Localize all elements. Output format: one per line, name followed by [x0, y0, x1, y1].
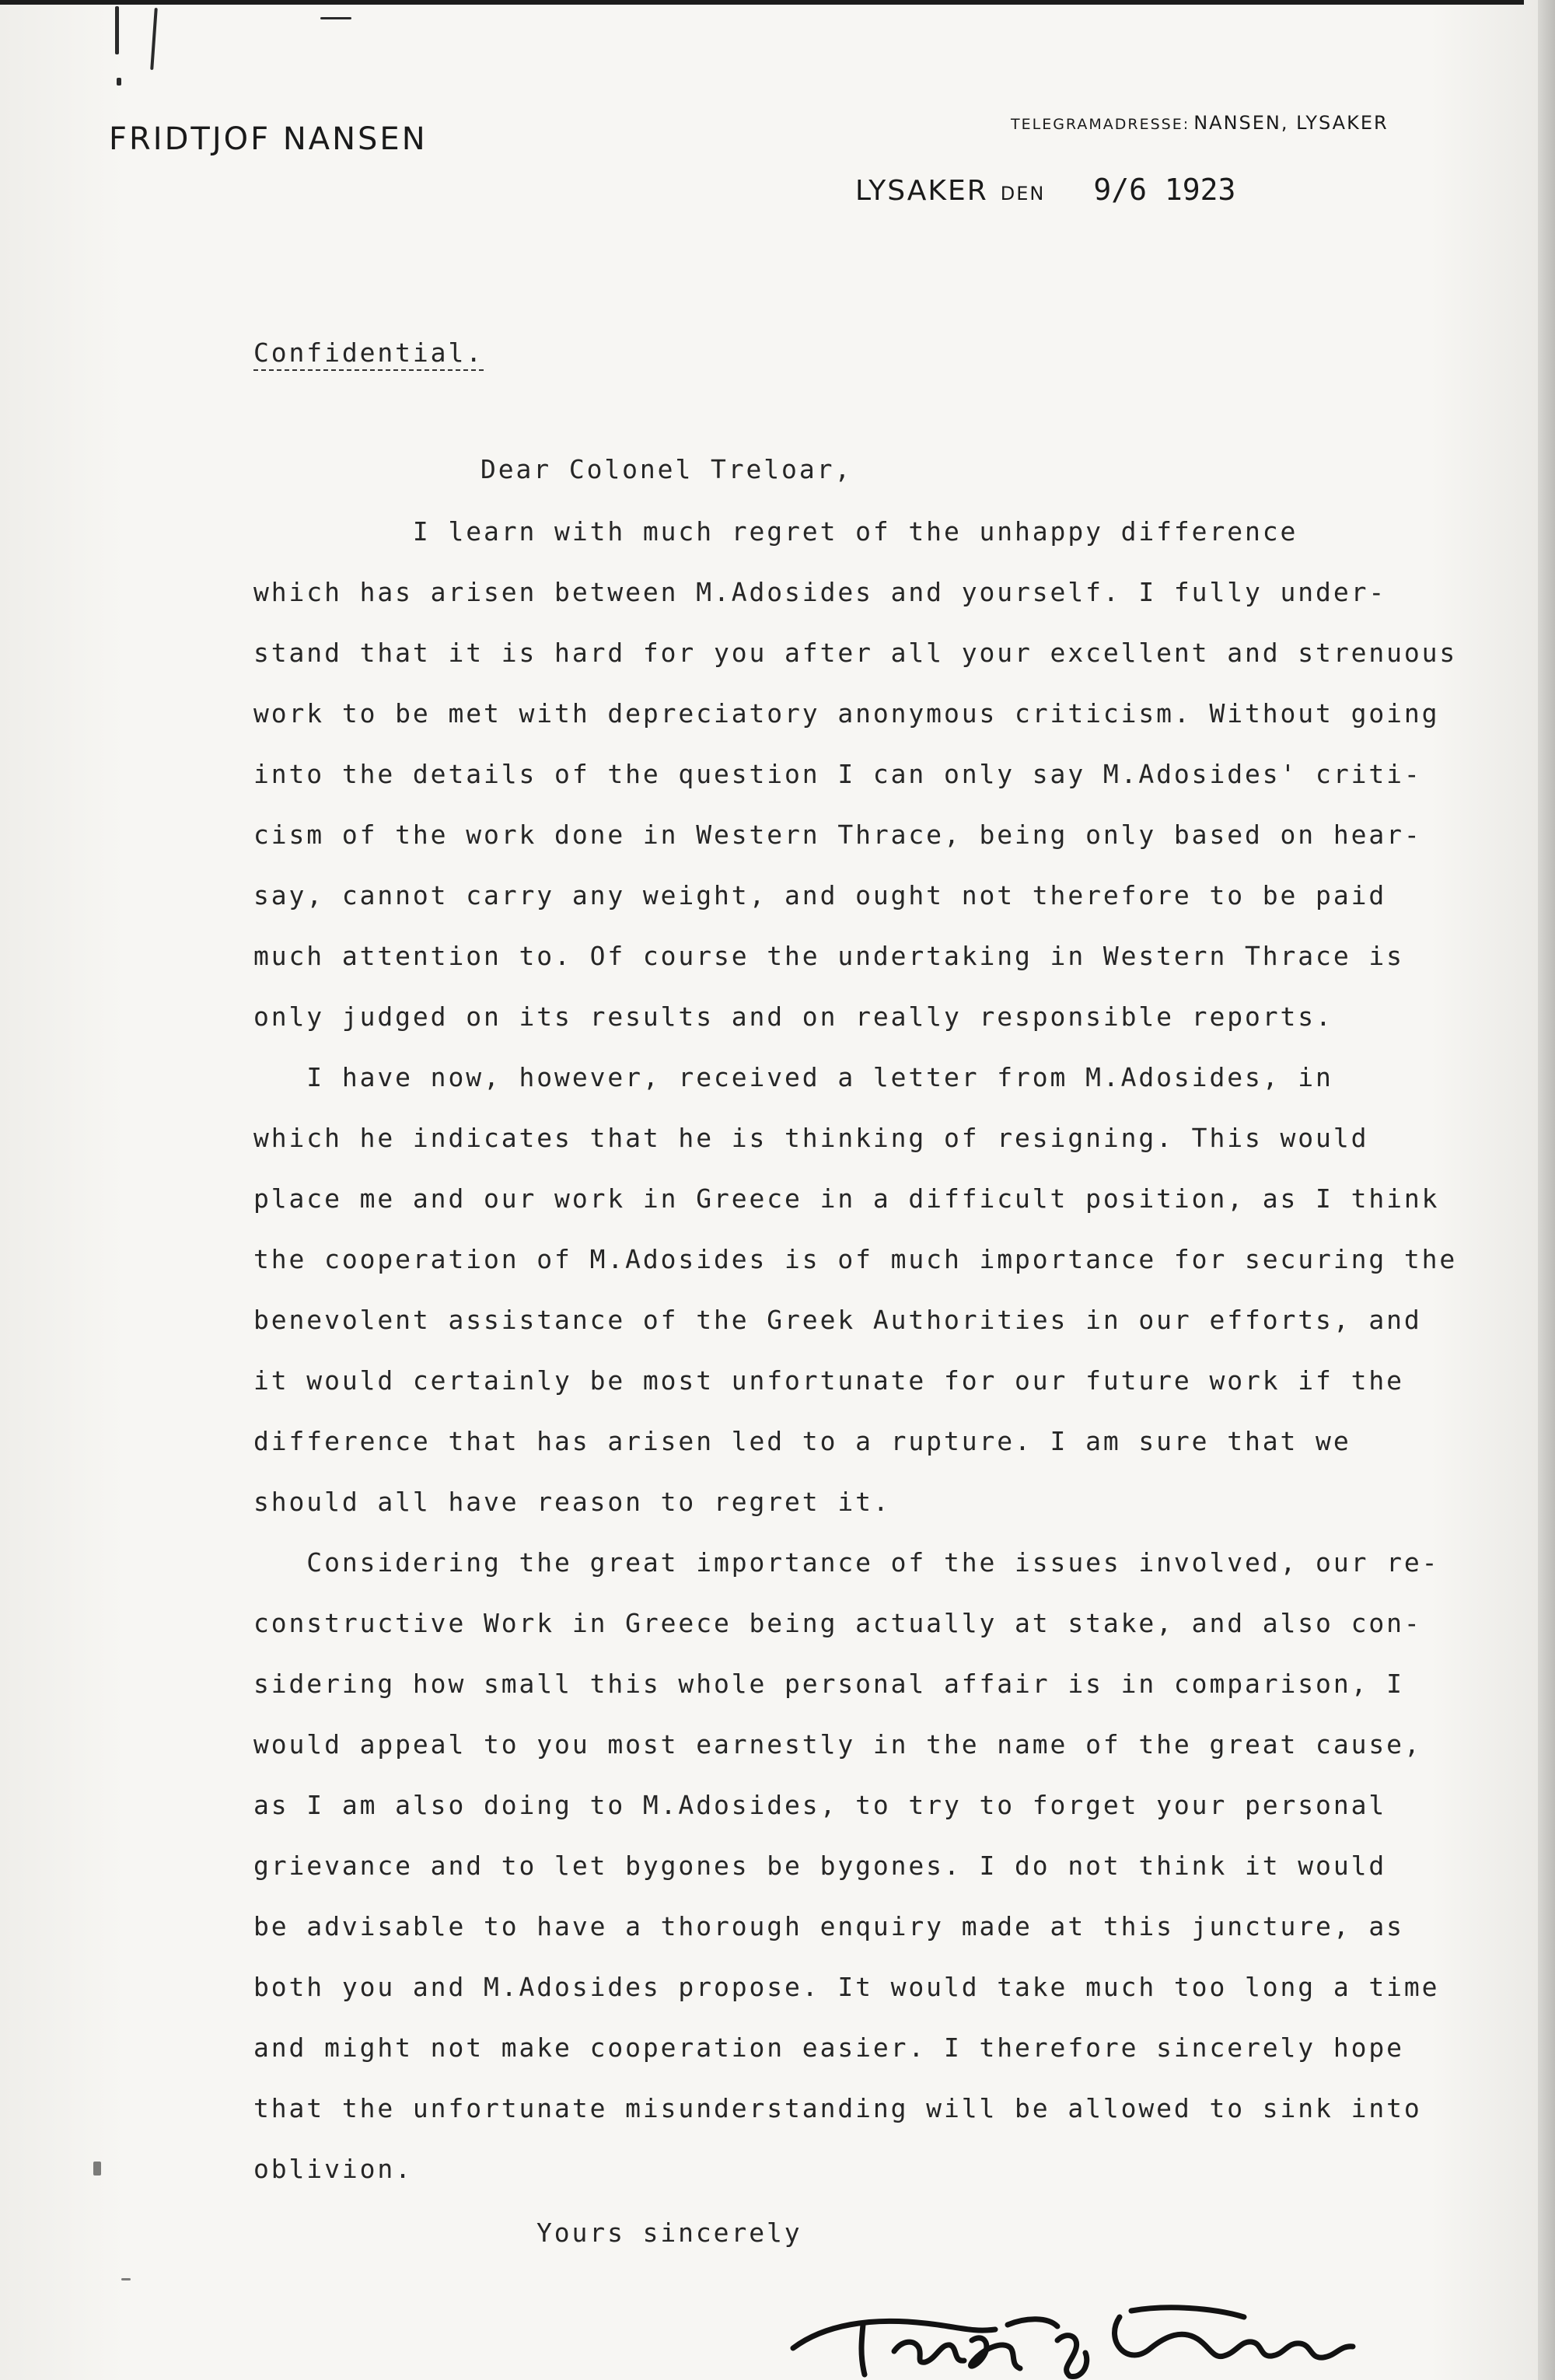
den-label: DEN [1000, 183, 1046, 204]
ink-mark [93, 2162, 101, 2176]
body-line: I learn with much regret of the unhappy difference [253, 516, 1298, 547]
place-date-line [855, 173, 1235, 207]
body-line: benevolent assistance of the Greek Authorities in our efforts, and [253, 1305, 1422, 1335]
body-line: cism of the work done in Western Thrace, being only based on hear- [253, 820, 1422, 850]
ink-mark [320, 17, 351, 19]
body-line: grievance and to let bygones be bygones. I do not think it would [253, 1851, 1387, 1881]
body-line: that the unfortunate misunderstanding will be allowed to sink into [253, 2093, 1422, 2123]
ink-mark [121, 2278, 131, 2280]
body-line: I have now, however, received a letter from M.Adosides, in [253, 1062, 1333, 1092]
body-line: constructive Work in Greece being actually at stake, and also con- [253, 1608, 1422, 1638]
place-name: LYSAKER [855, 175, 988, 207]
body-line: oblivion. [253, 2154, 413, 2184]
body-line: which he indicates that he is thinking of resigning. This would [253, 1123, 1369, 1153]
body-line: as I am also doing to M.Adosides, to try to forget your personal [253, 1790, 1387, 1820]
letterhead-name: FRIDTJOF NANSEN [109, 121, 428, 157]
salutation: Dear Colonel Treloar, [480, 454, 853, 484]
body-line: sidering how small this whole personal affair is in comparison, I [253, 1669, 1404, 1699]
ink-mark [117, 78, 121, 86]
page-edge-shadow [1538, 0, 1555, 2380]
telegram-label: TELEGRAMADRESSE: [1011, 116, 1190, 133]
telegram-address [1011, 112, 1389, 134]
body-line: Considering the great importance of the issues involved, our re- [253, 1547, 1440, 1578]
body-line: work to be met with depreciatory anonymous criticism. Without going [253, 698, 1440, 729]
body-line: which has arisen between M.Adosides and yourself. I fully under- [253, 577, 1387, 607]
confidential-heading: Confidential. [253, 337, 484, 371]
body-line: into the details of the question I can only say M.Adosides' criti- [253, 759, 1422, 789]
body-line: the cooperation of M.Adosides is of much importance for securing the [253, 1244, 1458, 1274]
body-line: be advisable to have a thorough enquiry made at this juncture, as [253, 1911, 1404, 1941]
top-edge-rule [0, 0, 1524, 5]
body-line: it would certainly be most unfortunate for our future work if the [253, 1365, 1404, 1396]
body-line: and might not make cooperation easier. I therefore sincerely hope [253, 2032, 1404, 2063]
body-line: much attention to. Of course the undertaking in Western Thrace is [253, 941, 1404, 971]
ink-mark [115, 6, 119, 54]
signature-icon [778, 2294, 1368, 2380]
letter-date: 9/6 1923 [1093, 173, 1236, 207]
body-line: say, cannot carry any weight, and ought not therefore to be paid [253, 880, 1387, 910]
body-line: only judged on its results and on really responsible reports. [253, 1001, 1333, 1032]
body-line: difference that has arisen led to a rupture. I am sure that we [253, 1426, 1351, 1456]
body-line: should all have reason to regret it. [253, 1487, 891, 1517]
body-line: would appeal to you most earnestly in the name of the great cause, [253, 1729, 1422, 1760]
body-line: place me and our work in Greece in a difficult position, as I think [253, 1183, 1440, 1214]
closing: Yours sincerely [536, 2217, 802, 2248]
ink-mark [150, 8, 158, 70]
body-line: both you and M.Adosides propose. It would take much too long a time [253, 1972, 1440, 2002]
telegram-value: NANSEN, LYSAKER [1193, 112, 1389, 134]
body-line: stand that it is hard for you after all your excellent and strenuous [253, 638, 1458, 668]
